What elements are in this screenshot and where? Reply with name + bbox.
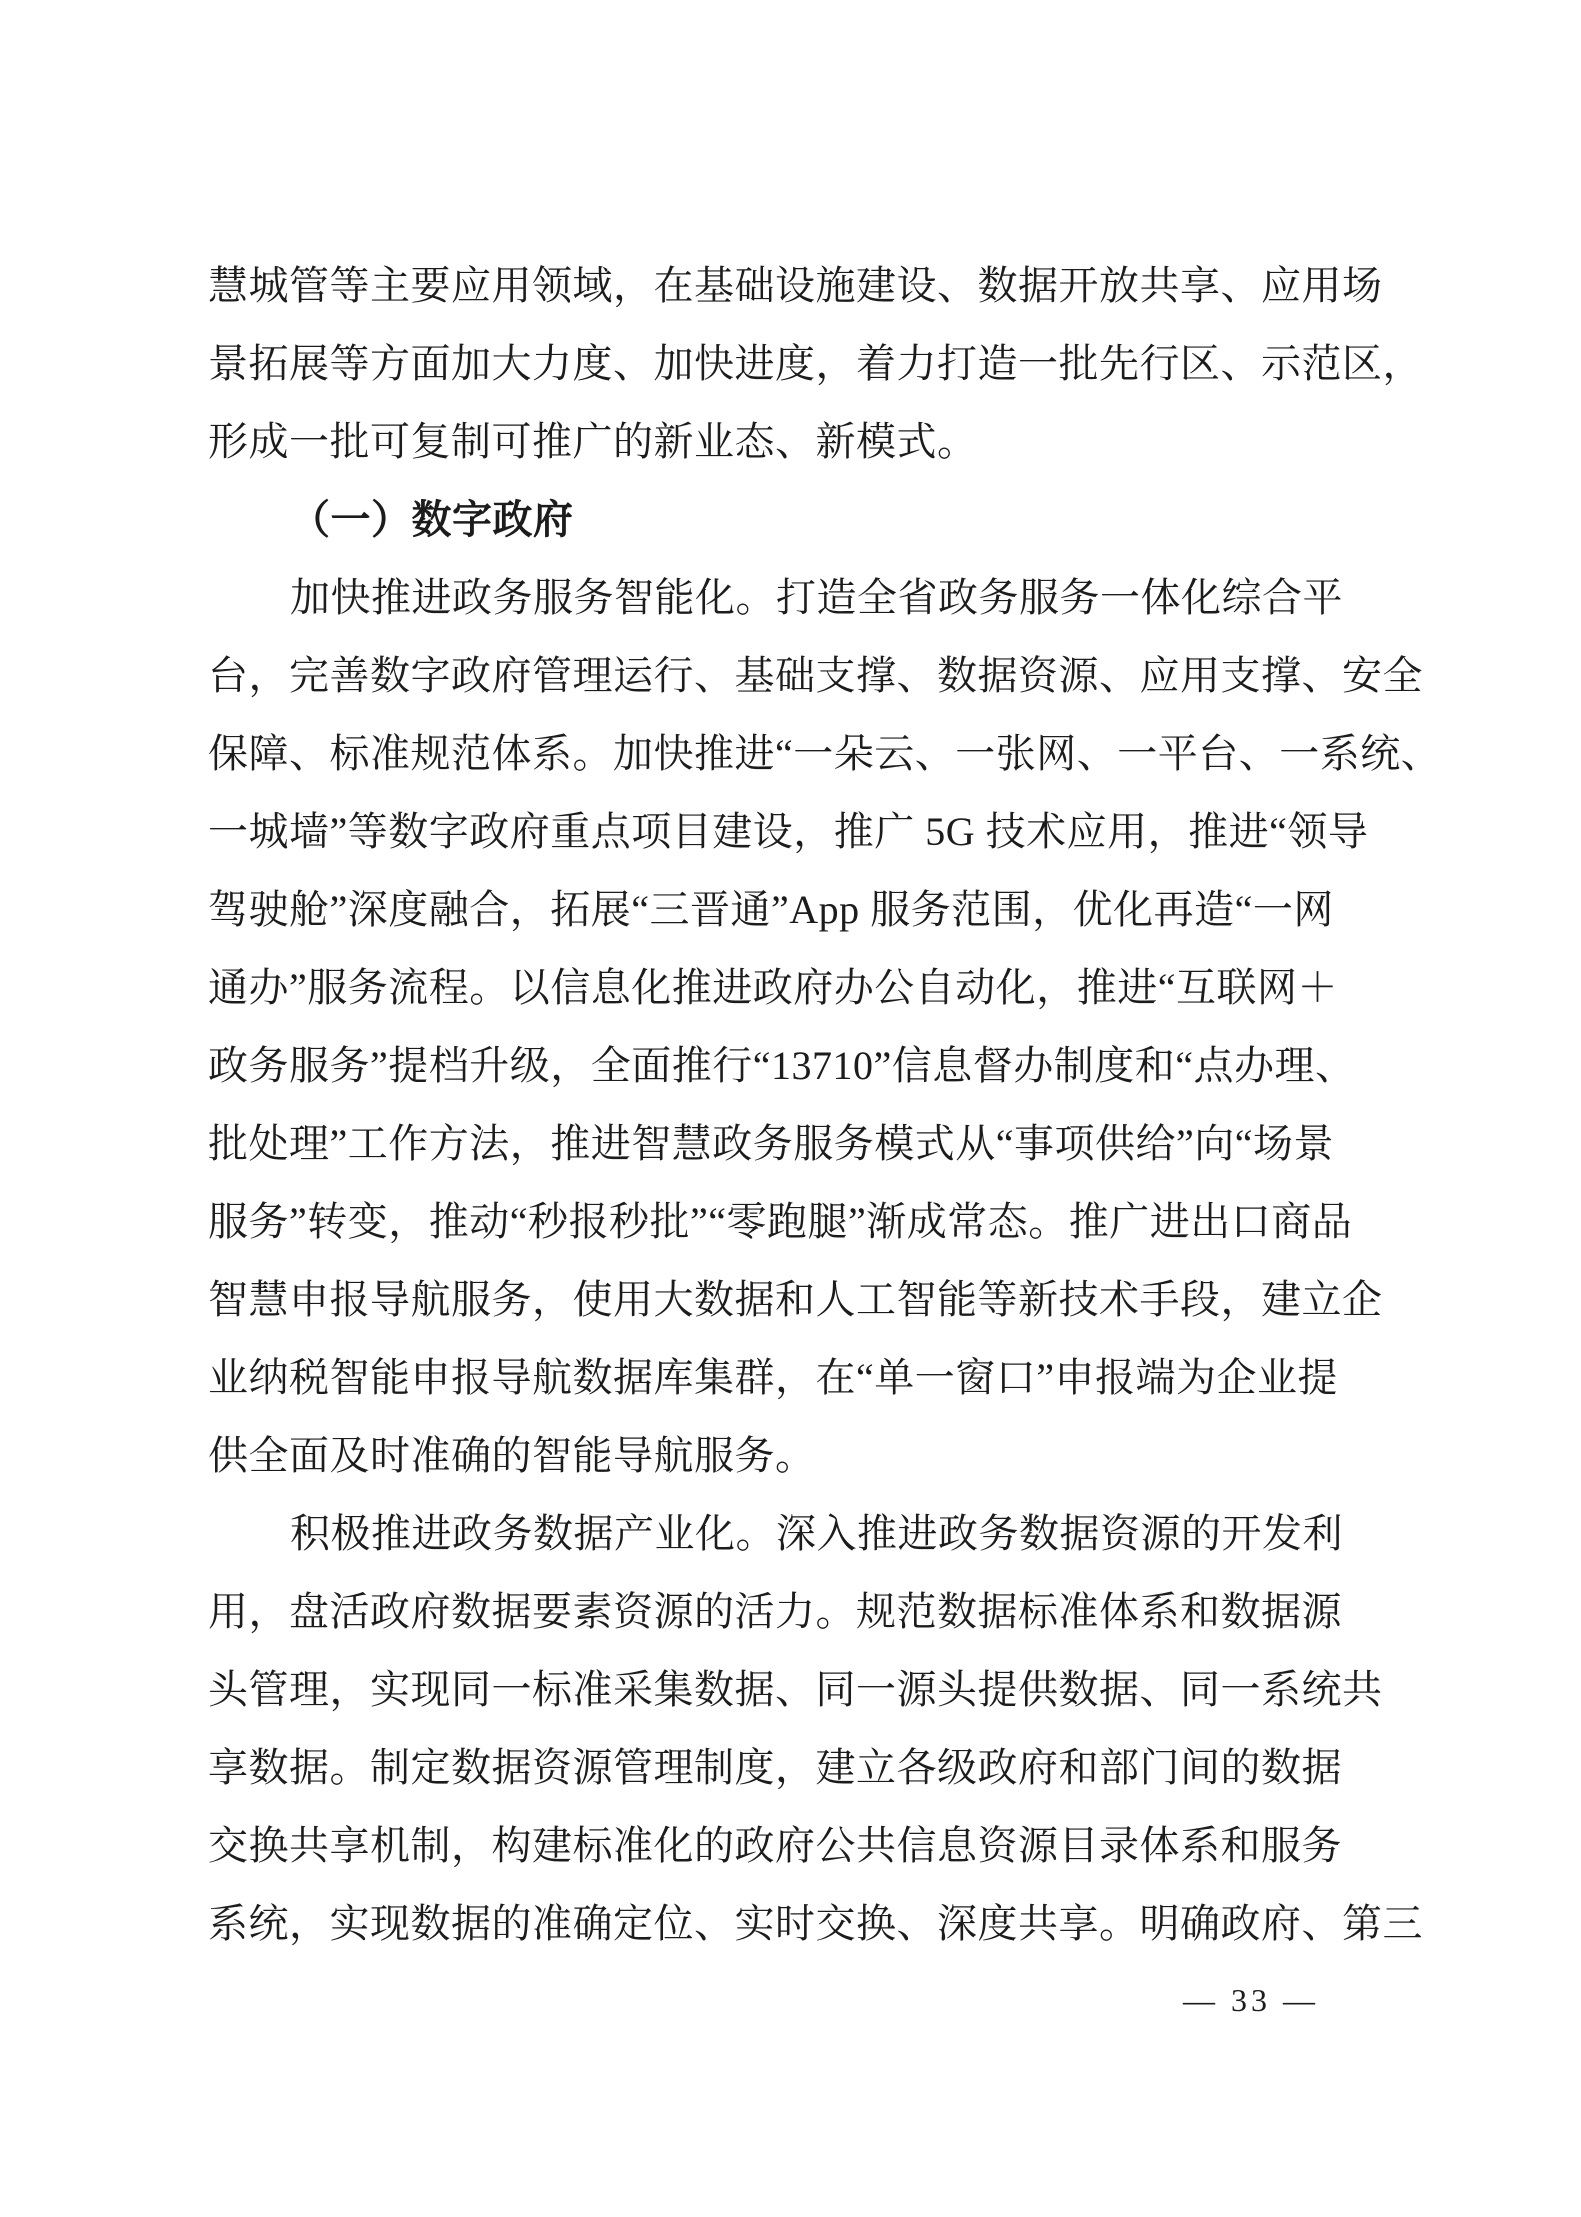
text-line: 通办”服务流程。以信息化推进政府办公自动化，推进“互联网＋ xyxy=(208,965,1339,1010)
text-line: 台，完善数字政府管理运行、基础支撑、数据资源、应用支撑、安全 xyxy=(208,653,1423,698)
text-line: 政务服务”提档升级，全面推行“13710”信息督办制度和“点办理、 xyxy=(208,1043,1356,1088)
text-line: 加快推进政务服务智能化。打造全省政务服务一体化综合平 xyxy=(290,575,1343,620)
text-line: 服务”转变，推动“秒报秒批”“零跑腿”渐成常态。推广进出口商品 xyxy=(208,1199,1353,1244)
text-line: 批处理”工作方法，推进智慧政务服务模式从“事项供给”向“场景 xyxy=(208,1121,1335,1166)
text-line: 交换共享机制，构建标准化的政府公共信息资源目录体系和服务 xyxy=(208,1823,1342,1868)
section-heading: （一）数字政府 xyxy=(290,497,574,542)
text-block xyxy=(208,247,1442,1963)
text-line: 积极推进政务数据产业化。深入推进政务数据资源的开发利 xyxy=(290,1511,1343,1556)
text-line: 保障、标准规范体系。加快推进“一朵云、一张网、一平台、一系统、 xyxy=(208,731,1442,776)
text-line: 形成一批可复制可推广的新业态、新模式。 xyxy=(208,419,978,464)
text-line: 系统，实现数据的准确定位、实时交换、深度共享。明确政府、第三 xyxy=(208,1901,1423,1946)
page-number: — 33 — xyxy=(1183,1982,1319,2018)
text-line: 景拓展等方面加大力度、加快进度，着力打造一批先行区、示范区， xyxy=(208,341,1423,386)
text-line: 供全面及时准确的智能导航服务。 xyxy=(208,1433,816,1478)
text-line: 慧城管等主要应用领域，在基础设施建设、数据开放共享、应用场 xyxy=(208,263,1383,308)
text-line: 业纳税智能申报导航数据库集群，在“单一窗口”申报端为企业提 xyxy=(208,1355,1339,1400)
text-line: 头管理，实现同一标准采集数据、同一源头提供数据、同一系统共 xyxy=(208,1667,1383,1712)
text-line: 智慧申报导航服务，使用大数据和人工智能等新技术手段，建立企 xyxy=(208,1277,1383,1322)
text-line: 用，盘活政府数据要素资源的活力。规范数据标准体系和数据源 xyxy=(208,1589,1342,1634)
text-line: 享数据。制定数据资源管理制度，建立各级政府和部门间的数据 xyxy=(208,1745,1342,1790)
text-line: 一城墙”等数字政府重点项目建设，推广 5G 技术应用，推进“领导 xyxy=(208,809,1369,854)
text-line: 驾驶舱”深度融合，拓展“三晋通”App 服务范围，优化再造“一网 xyxy=(208,887,1334,932)
